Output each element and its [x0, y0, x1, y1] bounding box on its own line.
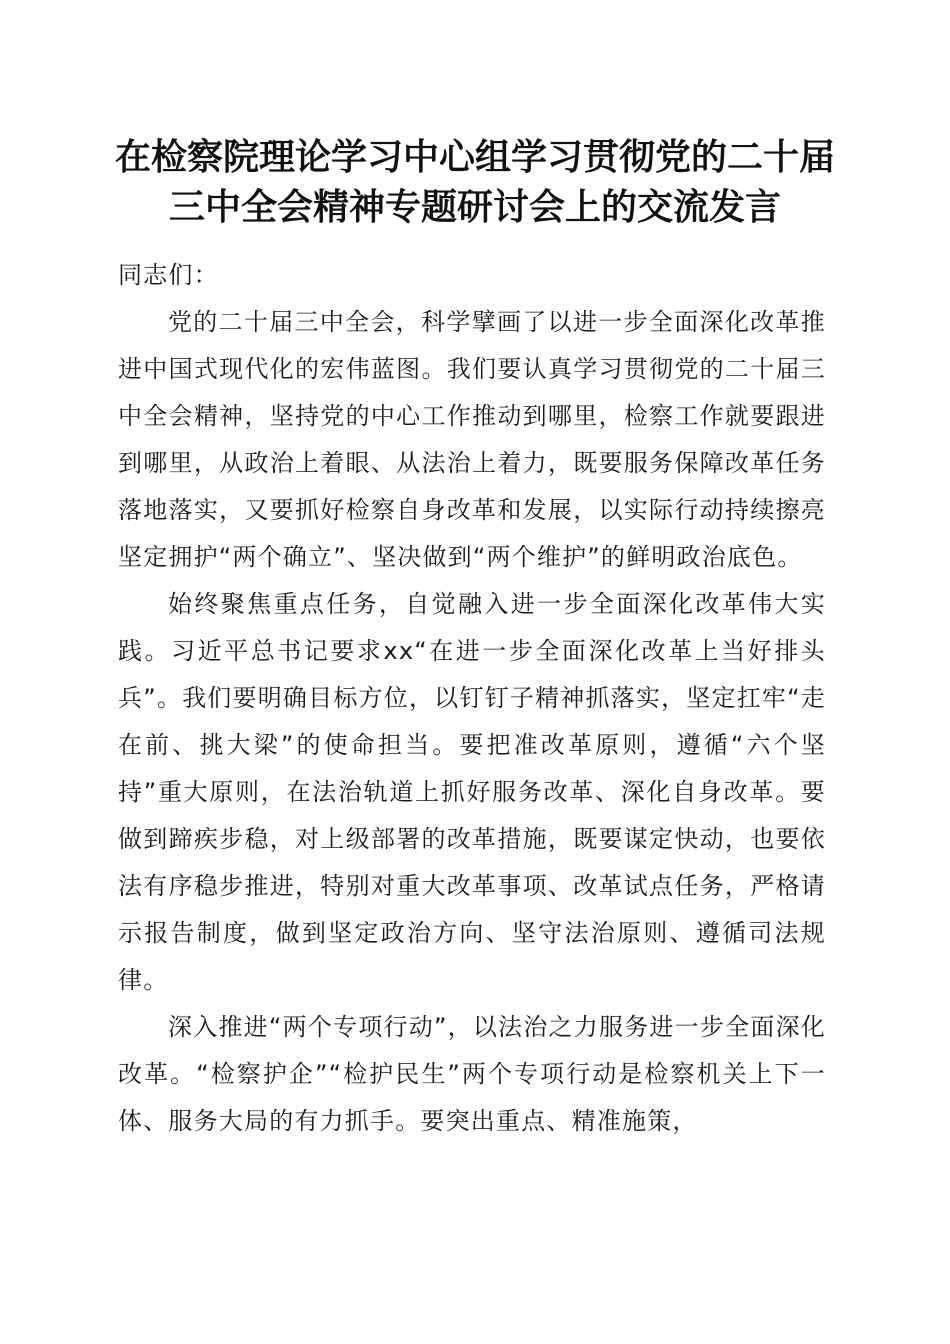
title-line-2: 三中全会精神专题研讨会上的交流发言 — [168, 186, 781, 228]
paragraph-1: 党的二十届三中全会，科学擘画了以进一步全面深化改革推进中国式现代化的宏伟蓝图。我们要认真学习贯彻党的二十届三中全会精神，坚持党的中心工作推动到哪里，检察工作就要跟进到哪里，从政治上着眼、从法治上着力，既要服务保障改革任务落地落实，又要抓好检察自身改革和发展，以实际行动持续擦亮坚定拥护“两个确立”、坚决做到“两个维护”的鲜明政治底色。 — [118, 308, 826, 571]
title-line-1: 在检察院理论学习中心组学习贯彻党的二十届 — [114, 136, 835, 178]
paragraph-2: 始终聚焦重点任务，自觉融入进一步全面深化改革伟大实践。习近平总书记要求xx“在进一步全面深化改革上当好排头兵”。我们要明确目标方位，以钉钉子精神抓落实，坚定扛牢“走在前、挑大梁”的使命担当。要把准改革原则，遵循“六个坚持”重大原则，在法治轨道上抓好服务改革、深化自身改革。要做到蹄疾步稳，对上级部署的改革措施，既要谋定快动，也要依法有序稳步推进，特别对重大改革事项、改革试点任务，严格请示报告制度，做到坚定政治方向、坚守法治原则、遵循司法规律。 — [118, 590, 826, 994]
document-title — [100, 132, 850, 232]
document-body — [118, 252, 826, 1145]
paragraph-3: 深入推进“两个专项行动”，以法治之力服务进一步全面深化改革。“检察护企”“检护民生”两个专项行动是检察机关上下一体、服务大局的有力抓手。要突出重点、精准施策， — [118, 1013, 826, 1135]
salutation: 同志们： — [118, 261, 219, 289]
